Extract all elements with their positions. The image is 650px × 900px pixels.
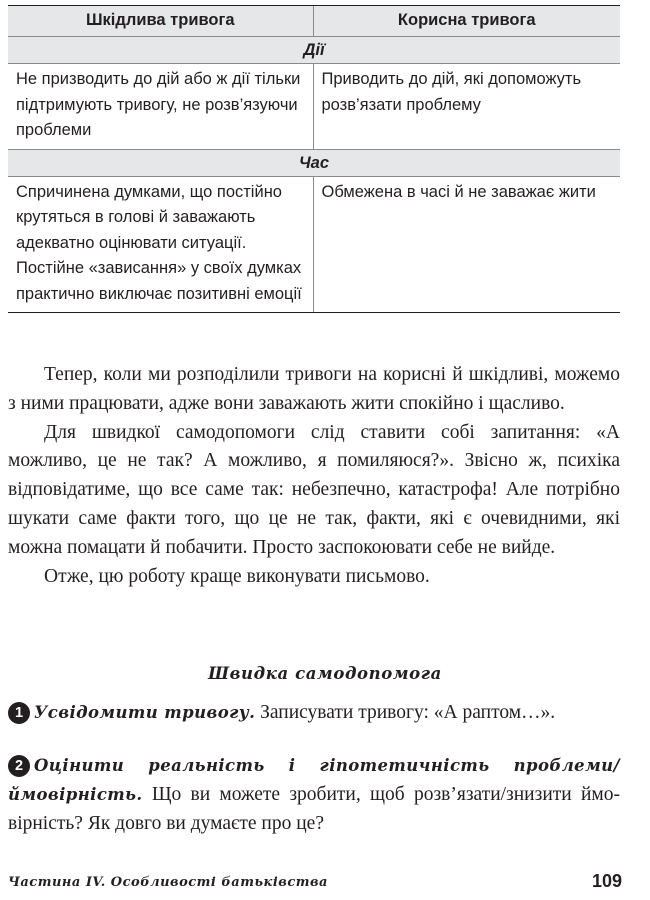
step-title: Усвідомити тривогу.: [34, 703, 256, 722]
paragraph: Для швидкої самодопомоги слід ставити собі запитання: «А можливо, це не так? А можливо, я помиляюся?». Звісно ж, психіка відповідатиме, що все саме так: небезпечно, катастрофа! Але потрібно шукати саме факти того, що це не так, факти, які є очевидними, які можна помацати й побачити. Просто заспокоювати себе не вийде.: [8, 421, 620, 558]
cell-useful-time: Обмежена в часі й не заважає жити: [313, 176, 620, 313]
section-row-actions: [8, 37, 620, 64]
header-useful-anxiety: Корисна тривога: [313, 6, 620, 37]
step-text: Записувати тривогу: «А раптом…».: [260, 702, 556, 723]
step-item-1: [8, 699, 620, 728]
section-title-time: Час: [8, 149, 620, 176]
section-title-actions: Дії: [8, 37, 620, 64]
anxiety-comparison-table: [8, 5, 620, 313]
table-row: [8, 64, 620, 150]
cell-useful-actions: Приводить до дій, які допоможуть розв’язати проблему: [313, 64, 620, 150]
section-heading: Швидка самодопомога: [208, 664, 442, 683]
page-number: 109: [591, 871, 622, 891]
running-footer-chapter: Частина IV. Особливості батьківства: [8, 875, 328, 890]
header-harmful-anxiety: Шкідлива тривога: [8, 6, 313, 37]
step-number-badge: 2: [8, 755, 30, 777]
paragraph: Тепер, коли ми розподілили тривоги на корисні й шкідливі, можемо з ними працювати, адже вони заважають жити спокійно і щасливо.: [8, 364, 620, 414]
cell-harmful-time: Спричинена думками, що постійно крутяться в голові й заважають адекватно оцінювати ситуації. Постійне «зависання» у своїх думках практично виключає позитивні емоції: [8, 176, 313, 313]
cell-harmful-actions: Не призводить до дій або ж дії тільки підтримують тривогу, не розв’язуючи проблеми: [8, 64, 313, 150]
step-number-badge: 1: [8, 702, 30, 724]
body-text: [8, 361, 620, 591]
section-row-time: [8, 149, 620, 176]
paragraph: Отже, цю роботу краще виконувати письмово.: [44, 565, 430, 587]
table-row: [8, 176, 620, 313]
table-header-row: [8, 6, 620, 37]
step-title: Оцінити реальність і гіпотетичність проблеми/ймовірність.: [8, 756, 620, 804]
step-item-2: [8, 752, 620, 838]
step-text: Що ви можете зробити, щоб розв’язати/знизити ймовірність? Як довго ви думаєте про це?: [8, 783, 620, 834]
